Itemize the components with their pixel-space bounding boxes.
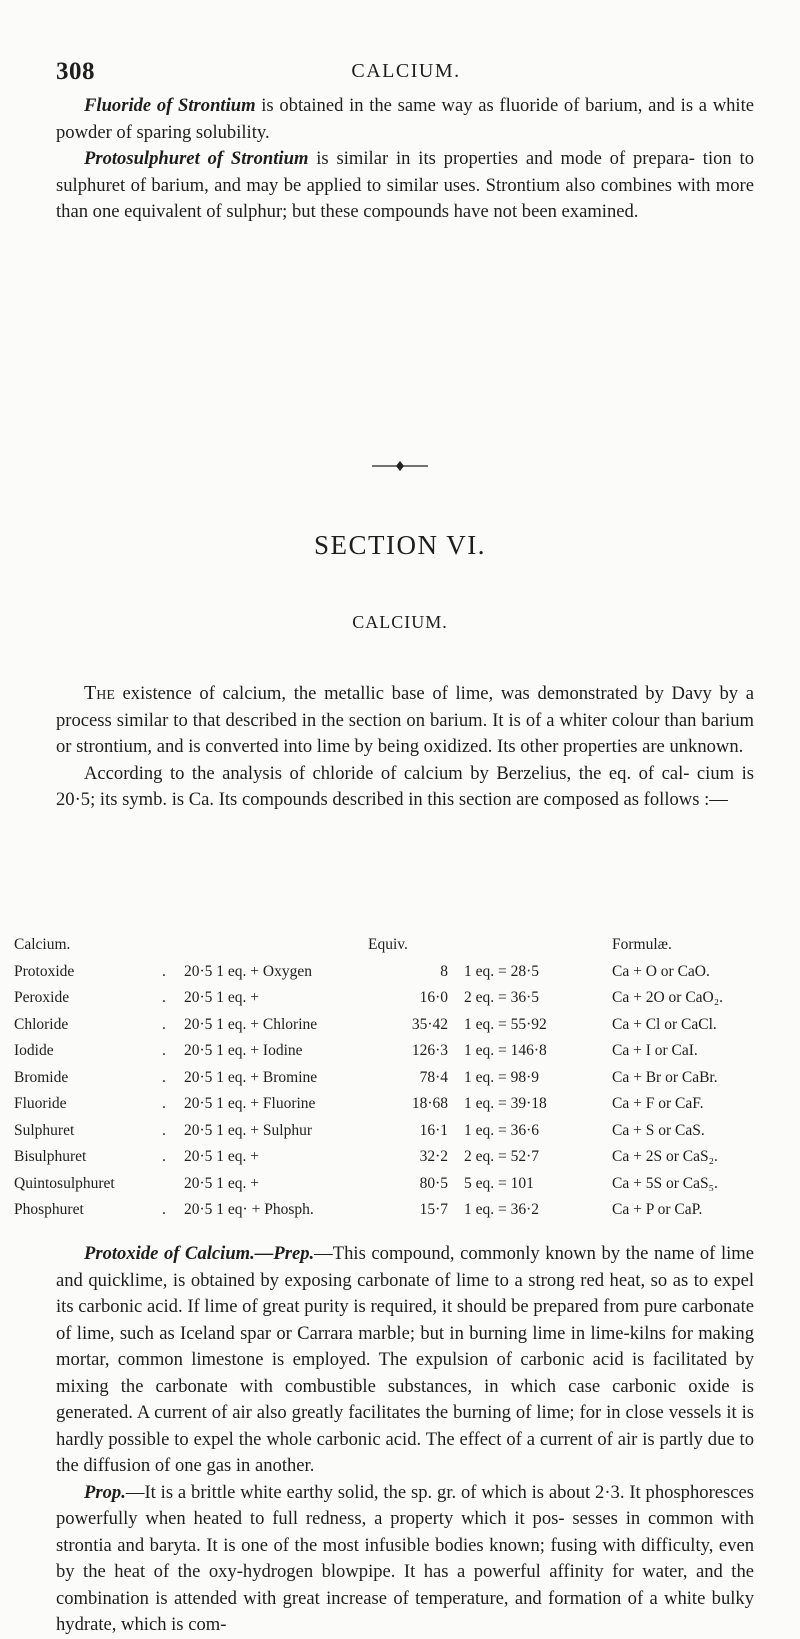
equivalent-value: 16·1 — [419, 1121, 448, 1139]
leader-dot: . — [162, 1042, 166, 1060]
table-row — [14, 1038, 774, 1065]
compound-name: Fluoride — [14, 1095, 67, 1113]
equivalent-total: 1 eq. = 28·5 — [464, 962, 540, 980]
page-number: 308 — [56, 58, 95, 85]
equivalent-value: 78·4 — [419, 1068, 448, 1086]
compound-name: Peroxide — [14, 989, 70, 1007]
page-header — [56, 58, 756, 92]
compound-name: Quintosulphuret — [14, 1174, 115, 1192]
calcium-part: 20·5 1 eq. + — [184, 1148, 260, 1166]
equivalent-value: 126·3 — [411, 1042, 448, 1060]
equivalent-value: 80·5 — [419, 1174, 448, 1192]
calcium-part: 20·5 1 eq. + — [184, 1174, 260, 1192]
table-row — [14, 1171, 774, 1198]
calcium-part: 20·5 1 eq. + Bromine — [184, 1068, 318, 1086]
formula: Ca + I or CaI. — [612, 1042, 698, 1060]
table-row — [14, 1065, 774, 1092]
paragraph-protosulphuret-strontium — [56, 146, 754, 226]
equivalent-total: 2 eq. = 36·5 — [464, 989, 540, 1007]
calcium-part: 20·5 1 eq. + Iodine — [184, 1042, 303, 1060]
compound-name: Bisulphuret — [14, 1148, 87, 1166]
table-row — [14, 1012, 774, 1039]
equivalent-total: 1 eq. = 36·6 — [464, 1121, 540, 1139]
compound-name: Iodide — [14, 1042, 54, 1060]
running-head: CALCIUM. — [351, 60, 461, 82]
paragraph-text: is obtained in the same way as fluoride of barium, and is a white powder of sparing solubility. — [56, 95, 755, 143]
protoxide-paragraphs — [56, 1241, 754, 1639]
paragraph-fluoride-strontium — [56, 93, 754, 146]
equivalent-total: 2 eq. = 52·7 — [464, 1148, 540, 1166]
equivalent-value: 8 — [440, 962, 448, 980]
section-divider-ornament — [370, 460, 430, 472]
equivalent-total: 5 eq. = 101 — [464, 1174, 534, 1192]
table-header-row — [14, 932, 774, 959]
paragraph-text: —It is a brittle white earthy solid, the sp. gr. of which is about 2·3. It phosphoresces powerfully when heated to full redness, a property which it pos- sesses in common with strontia and baryta. It is one of the most infusible bodies known; fusing with difficulty, even by the heat of the oxy-hydrogen blowpipe. It has a powerful affinity for water, and the combination is attended with great increase of temperature, and formation of a white bulky hydrate, which is com- — [56, 1481, 754, 1635]
calcium-part: 20·5 1 eq. + Fluorine — [184, 1095, 316, 1113]
paragraph-text: —This compound, commonly known by the name of lime and quicklime, is obtained by exposing carbonate of lime to a strong red heat, so as to expel its carbonic acid. If lime of great purity is required, it should be prepared from pure carbonate of lime, such as Iceland spar or Carrara marble; but in burning lime in lime-kilns for making mortar, common limestone is employed. The expulsion of carbonic acid is facilitated by mixing the carbonate with combustible substances, in which case carbonic oxide is generated. A current of air also greatly facilitates the burning of lime; for in close vessels it is hardly possible to expel the whole carbonic acid. The effect of a current of air is partly due to the diffusion of one gas in another. — [56, 1243, 754, 1476]
equivalent-value: 18·68 — [411, 1095, 448, 1113]
equivalent-value: 15·7 — [419, 1201, 448, 1219]
equivalent-total: 1 eq. = 39·18 — [464, 1095, 547, 1113]
paragraph-existence-calcium — [56, 680, 754, 761]
table-row — [14, 1118, 774, 1145]
formula: Ca + 2O or CaO₂. — [612, 989, 724, 1007]
equivalent-value: 35·42 — [411, 1015, 448, 1033]
leader-dot: . — [162, 1095, 166, 1113]
paragraph-lead: Prop. — [84, 1481, 126, 1503]
leader-dot — [162, 1171, 184, 1198]
formula: Ca + S or CaS. — [612, 1121, 705, 1139]
calcium-part: 20·5 1 eq. + — [184, 989, 260, 1007]
formula: Ca + P or CaP. — [612, 1201, 703, 1219]
equivalent-value: 16·0 — [419, 989, 448, 1007]
leader-dot: . — [162, 989, 166, 1007]
equivalent-total: 1 eq. = 36·2 — [464, 1201, 540, 1219]
table-row — [14, 1197, 774, 1224]
table-row — [14, 1091, 774, 1118]
header-formulae: Formulæ. — [612, 936, 672, 954]
equivalent-total: 1 eq. = 55·92 — [464, 1015, 547, 1033]
leader-dot: . — [162, 1148, 166, 1166]
table-row — [14, 959, 774, 986]
calcium-compounds-table — [14, 932, 774, 1224]
paragraph-lead: Protosulphuret of Strontium — [84, 148, 309, 169]
section-title: SECTION VI. — [313, 530, 486, 560]
calcium-intro-paragraphs — [56, 680, 754, 814]
calcium-part: 20·5 1 eq. + Chlorine — [184, 1015, 318, 1033]
compound-name: Protoxide — [14, 962, 75, 980]
section-subtitle: CALCIUM. — [352, 612, 448, 632]
paragraph-text: existence of calcium, the metallic base of lime, was demonstrated by Davy by a process similar to that described in the section on barium. It is of a whiter colour than barium or strontium, and is converted into lime by being oxidized. Its other properties are unknown. — [56, 683, 754, 757]
compound-name: Sulphuret — [14, 1121, 75, 1139]
formula: Ca + 5S or CaS₅. — [612, 1174, 718, 1192]
table-row — [14, 1144, 774, 1171]
header-calcium: Calcium. — [14, 936, 71, 954]
calcium-part: 20·5 1 eq. + Oxygen — [184, 962, 312, 980]
formula: Ca + Cl or CaCl. — [612, 1015, 717, 1033]
formula: Ca + Br or CaBr. — [612, 1068, 718, 1086]
leader-dot: . — [162, 1068, 166, 1086]
table-body — [14, 959, 774, 1224]
compound-name: Bromide — [14, 1068, 69, 1086]
formula: Ca + O or CaO. — [612, 962, 710, 980]
paragraph-equivalent-calcium — [56, 761, 754, 814]
paragraph-lead: Protoxide of Calcium.—Prep. — [84, 1243, 315, 1264]
calcium-part: 20·5 1 eq. + Sulphur — [184, 1121, 312, 1139]
paragraph-text: is similar in its properties and mode of prepara- tion to sulphuret of barium, and may be applied to similar uses. Strontium also combines with more than one equivalent of sulphur; but these compounds have not been examined. — [56, 148, 754, 222]
header-equiv: Equiv. — [368, 936, 408, 954]
paragraph-protoxide-prop — [56, 1480, 754, 1639]
calcium-part: 20·5 1 eq· + Phosph. — [184, 1201, 314, 1219]
paragraph-lead: Fluoride of Strontium — [84, 95, 256, 116]
leader-dot: . — [162, 1201, 166, 1219]
leader-dot: . — [162, 1015, 166, 1033]
compound-name: Phosphuret — [14, 1201, 84, 1219]
equivalent-total: 1 eq. = 146·8 — [464, 1042, 547, 1060]
compound-name: Chloride — [14, 1015, 69, 1033]
formula: Ca + F or CaF. — [612, 1095, 704, 1113]
leader-dot: . — [162, 1121, 166, 1139]
formula: Ca + 2S or CaS₂. — [612, 1148, 718, 1166]
strontium-paragraphs — [56, 93, 754, 226]
leader-dot: . — [162, 962, 166, 980]
paragraph-protoxide-prep — [56, 1241, 754, 1480]
equivalent-total: 1 eq. = 98·9 — [464, 1068, 540, 1086]
paragraph-text: According to the analysis of chloride of calcium by Berzelius, the eq. of cal- cium is 20·5; its symb. is Ca. Its compounds described in this section are composed as follows :— — [56, 762, 754, 810]
equivalent-value: 32·2 — [419, 1148, 448, 1166]
table-row — [14, 985, 774, 1012]
paragraph-lead: The — [84, 682, 115, 704]
